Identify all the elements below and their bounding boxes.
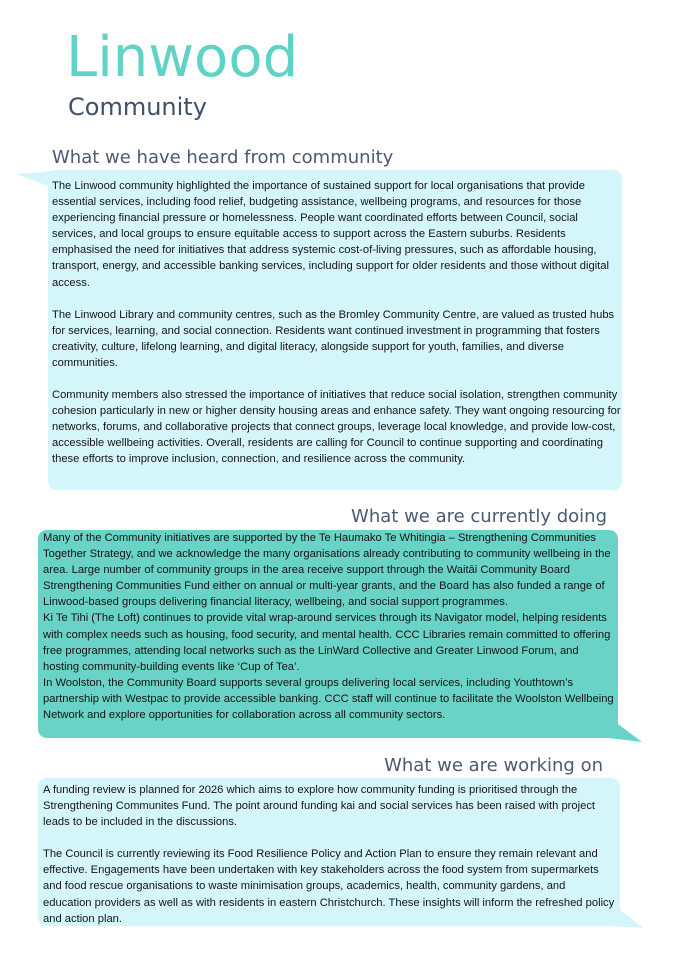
paragraph: A funding review is planned for 2026 which aims to explore how community funding is prioritised through the Strengthening Communites Fund. The point around funding kai and social services has been raised with project leads to be included in the discussions. xyxy=(43,784,596,829)
paragraph: Many of the Community initiatives are supported by the Te Haumako Te Whitingia – Strengthening Communities Together Strategy, and we acknowledge the many organisations already contributing to community wellbeing in the area. Large number of community groups in the area receive support through the Waitāi Community Board Strengthening Communities Fund either on annual or multi-year grants, and the Board has also funded a range of Linwood-based groups delivering financial literacy, wellbeing, and social support programmes. xyxy=(43,532,611,609)
section-body-heard xyxy=(52,178,622,468)
paragraph: The Linwood community highlighted the importance of sustained support for local organisations that provide essential services, including food relief, budgeting assistance, wellbeing programs, and resources for those experiencing financial pressure or homelessness. People want coordinated efforts between Council, social services, and local groups to ensure equitable access to support across the Eastern suburbs. Residents emphasised the need for initiatives that address systemic cost-of-living pressures, such as affordable housing, transport, energy, and accessible banking services, including support for older residents and those without digital access. xyxy=(52,180,609,289)
paragraph: The Council is currently reviewing its Food Resilience Policy and Action Plan to ensure they remain relevant and effective. Engagements have been undertaken with key stakeholders across the food system from supermarkets and food rescue organisations to waste minimisation groups, academics, health, community gardens, and education providers as well as with residents in eastern Christchurch. These insights will inform the refreshed policy and action plan. xyxy=(43,848,615,925)
page-subtitle: Community xyxy=(68,93,207,121)
paragraph: In Woolston, the Community Board supports several groups delivering local services, including Youthtown’s partnership with Westpac to provide accessible banking. CCC staff will continue to facilitate the Woolston Wellbeing Network and explore opportunities for collaboration across all community sectors. xyxy=(43,676,614,722)
paragraph: Community members also stressed the importance of initiatives that reduce social isolation, strengthen community cohesion particularly in new or higher density housing areas and enhance safety. They want ongoing resourcing for networks, forums, and collaborative projects that connect groups, leverage local knowledge, and provide low-cost, accessible wellbeing activities. Overall, residents are calling for Council to continue supporting and coordinating these efforts to improve inclusion, connection, and resilience across the community. xyxy=(52,389,621,466)
section-heading-working: What we are working on xyxy=(384,755,603,776)
section-body-working xyxy=(43,782,615,927)
section-heading-doing: What we are currently doing xyxy=(351,506,607,527)
page-title: Linwood xyxy=(66,25,299,90)
paragraph: The Linwood Library and community centres, such as the Bromley Community Centre, are valued as trusted hubs for services, learning, and social connection. Residents want continued investment in programming that fosters creativity, culture, lifelong learning, and digital literacy, alongside support for youth, families, and diverse communities. xyxy=(52,308,615,369)
section-body-doing xyxy=(43,530,615,723)
section-heading-heard: What we have heard from community xyxy=(52,147,394,168)
paragraph: Ki Te Tihi (The Loft) continues to provide vital wrap-around services through its Navigator model, helping residents with complex needs such as housing, food security, and mental health. CCC Libraries remain committed to offering free programmes, attending local networks such as the LinWard Collective and Greater Linwood Forum, and hosting community-building events like ‘Cup of Tea’. xyxy=(43,612,611,673)
